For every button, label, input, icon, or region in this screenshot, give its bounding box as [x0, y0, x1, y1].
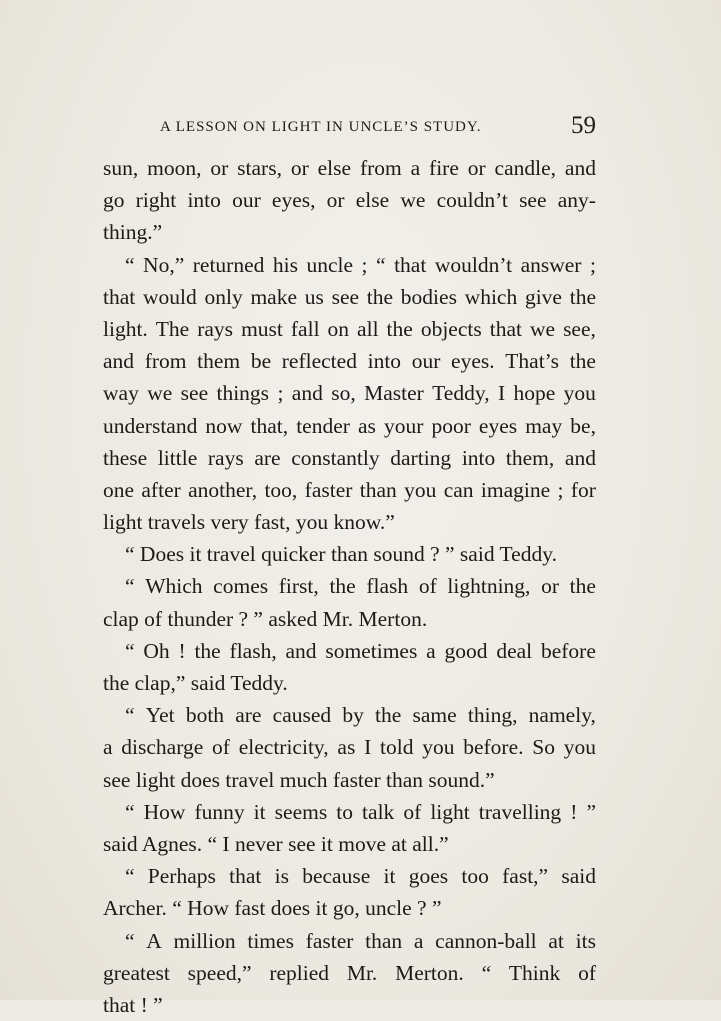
text-line: “ Yet both are caused by the same thing, namely,	[125, 703, 596, 728]
text-line: said Agnes. “ I never see it move at all.”	[103, 831, 449, 856]
text-line: “ Oh ! the flash, and sometimes a good deal before	[125, 638, 596, 663]
text-line: light travels very fast, you know.”	[103, 510, 395, 535]
text-line: “ Perhaps that is because it goes too fast,” said	[125, 864, 596, 889]
text-line: “ Does it travel quicker than sound ? ” said Teddy.	[125, 542, 557, 567]
text-line: these little rays are constantly darting into them, and	[103, 445, 596, 470]
text-line: a discharge of electricity, as I told you before. So you	[103, 735, 596, 760]
text-line: that ! ”	[103, 992, 163, 1017]
text-line: greatest speed,” replied Mr. Merton. “ Think of	[103, 960, 596, 985]
text-line: sun, moon, or stars, or else from a fire or candle, and	[103, 156, 596, 180]
text-line: light. The rays must fall on all the objects that we see,	[103, 316, 596, 341]
text-line: “ No,” returned his uncle ; “ that wouldn’t answer ;	[125, 252, 596, 277]
text-line: “ Which comes first, the flash of lightning, or the	[125, 574, 596, 599]
text-line: clap of thunder ? ” asked Mr. Merton.	[103, 606, 428, 631]
text-line: thing.”	[103, 220, 163, 245]
text-line: “ How funny it seems to talk of light travelling ! ”	[125, 799, 596, 824]
text-line: the clap,” said Teddy.	[103, 671, 288, 695]
text-line: way we see things ; and so, Master Teddy, I hope you	[103, 381, 596, 406]
running-header	[160, 112, 600, 144]
text-line: “ A million times faster than a cannon-ball at its	[125, 928, 596, 953]
text-line: understand now that, tender as your poor eyes may be,	[103, 413, 596, 438]
text-line: that would only make us see the bodies which give the	[103, 284, 596, 309]
text-line: Archer. “ How fast does it go, uncle ? ”	[103, 896, 442, 921]
text-line: see light does travel much faster than sound.”	[103, 767, 495, 792]
page-number: 59	[571, 112, 596, 139]
body-text	[103, 152, 596, 1021]
text-line: one after another, too, faster than you can imagine ; for	[103, 477, 596, 502]
text-line: go right into our eyes, or else we couldn’t see any-	[103, 188, 596, 213]
running-title: A LESSON ON LIGHT IN UNCLE’S STUDY.	[160, 119, 482, 135]
text-line: and from them be reflected into our eyes. That’s the	[103, 349, 596, 374]
